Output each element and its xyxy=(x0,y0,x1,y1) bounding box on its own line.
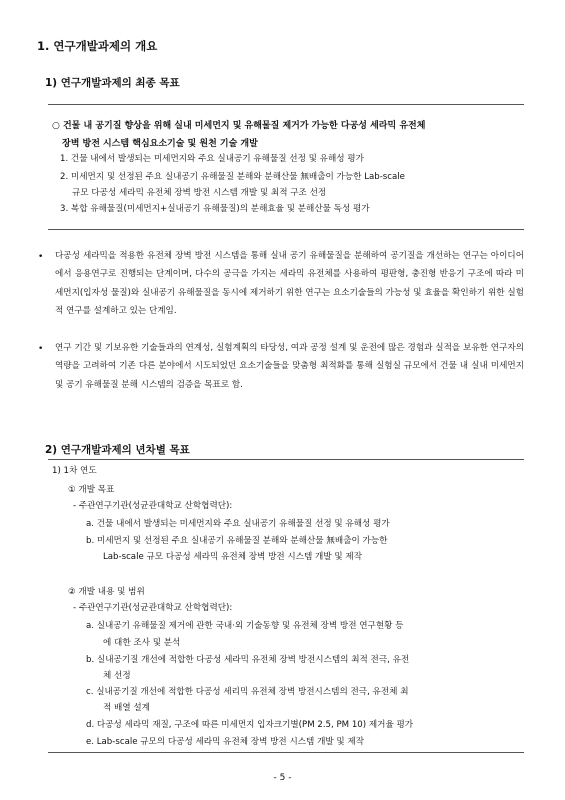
yearly-top-rule xyxy=(48,459,524,460)
bullet-dot: • xyxy=(38,252,44,262)
scope-item-b: b. 실내공기질 개선에 적합한 다공성 세라믹 유전체 장벽 방전시스템의 최적 전극, 유전 xyxy=(86,655,410,665)
dev-scope-label: ② 개발 내용 및 범위 xyxy=(68,587,145,597)
org-label-2: - 주관연구기관(성균관대학교 산학협력단): xyxy=(73,603,233,613)
bullet-paragraph-2: 연구 기간 및 기보유한 기술들과의 연계성, 실험계획의 타당성, 여과 공정 설계 및 운전에 많은 경험과 실적을 보유한 연구자의 역량을 고려하여 기존 다른 분야에서 시도되었던 요소기술들을 맞춤형 최적화를 통해 실험실 규모에서 건물 내 실내 미세먼지 및 공기 유해물질 분해 시스템의 검증을 목표로 함. xyxy=(55,343,524,390)
scope-item-c-cont: 적 배열 설계 xyxy=(103,703,150,713)
top-rule xyxy=(48,104,524,105)
scope-item-e: e. Lab-scale 규모의 다공성 세라믹 유전체 장벽 방전 시스템 개발 및 제작 xyxy=(86,737,365,747)
scope-item-a: a. 실내공기 유해물질 제거에 관한 국내·외 기술동향 및 유전체 장벽 방전 연구현황 등 xyxy=(86,621,404,631)
main-goal-line2: 장벽 방전 시스템 핵심요소기술 및 원천 기술 개발 xyxy=(62,139,258,149)
scope-item-d: d. 다공성 세라믹 재질, 구조에 따른 미세먼지 입자크기별(PM 2.5, PM 10) 제거율 평가 xyxy=(86,720,414,730)
dev-goal-item-b-cont: Lab-scale 규모 다공성 세라믹 유전체 장벽 방전 시스템 개발 및 제작 xyxy=(103,552,363,562)
year-label: 1) 1차 연도 xyxy=(52,466,97,476)
main-goal-line1: ○ 건물 내 공기질 향상을 위해 실내 미세먼지 및 유해물질 제거가 가능한 다공성 세라믹 유전체 xyxy=(52,121,426,131)
final-goal-heading: 1) 연구개발과제의 최종 목표 xyxy=(45,77,180,89)
dev-goal-item-b: b. 미세먼지 및 선정된 주요 실내공기 유해물질 분해와 분해산물 無배출이 가능한 xyxy=(86,536,388,546)
section-title: 1. 연구개발과제의 개요 xyxy=(37,39,158,53)
scope-item-a-cont: 에 대한 조사 및 분석 xyxy=(103,638,181,648)
goal-item-1: 1. 건물 내에서 발생되는 미세먼지와 주요 실내공기 유해물질 선정 및 유해성 평가 xyxy=(60,154,364,164)
org-label-1: - 주관연구기관(성균관대학교 산학협력단): xyxy=(73,501,233,511)
goal-item-2-cont: 규모 다공성 세라믹 유전체 장벽 방전 시스템 개발 및 최적 구조 선정 xyxy=(72,188,327,198)
goal-item-3: 3. 복합 유해물질(미세먼지+실내공기 유해물질)의 분해효율 및 분해산물 독성 평가 xyxy=(60,204,370,214)
bullet-paragraph-1: 다공성 세라믹을 적용한 유전체 장벽 방전 시스템을 통해 실내 공기 유해물질을 분해하여 공기질을 개선하는 연구는 아이디어에서 응용연구로 진행되는 단계이며, 다수의 공극을 가지는 세라믹 유전체를 사용하여 평판형, 충진형 반응기 구조에 따라 미세먼지(입자성 물질)와 실내공기 유해물질을 동시에 제거하기 위한 연구는 요소기술들의 가능성 및 효율을 확인하기 위한 실험적 연구를 설계하고 있는 단계임. xyxy=(55,251,524,317)
yearly-bottom-rule xyxy=(48,752,524,753)
dev-goal-item-a: a. 건물 내에서 발생되는 미세먼지와 주요 실내공기 유해물질 선정 및 유해성 평가 xyxy=(86,519,390,529)
yearly-goal-heading: 2) 연구개발과제의 년차별 목표 xyxy=(45,444,190,456)
dev-goal-label: ① 개발 목표 xyxy=(68,485,115,495)
bottom-rule xyxy=(48,229,524,230)
scope-item-c: c. 실내공기질 개선에 적합한 다공성 세리믹 유전체 장벽 방전시스템의 전극, 유전체 최 xyxy=(86,687,409,697)
bullet-dot: • xyxy=(38,344,44,354)
goal-item-2: 2. 미세먼지 및 선정된 주요 실내공기 유해물질 분해와 분해산물 無배출이 가능한 Lab-scale xyxy=(60,172,405,182)
page-number: - 5 - xyxy=(273,773,292,783)
scope-item-b-cont: 체 선정 xyxy=(103,671,131,681)
